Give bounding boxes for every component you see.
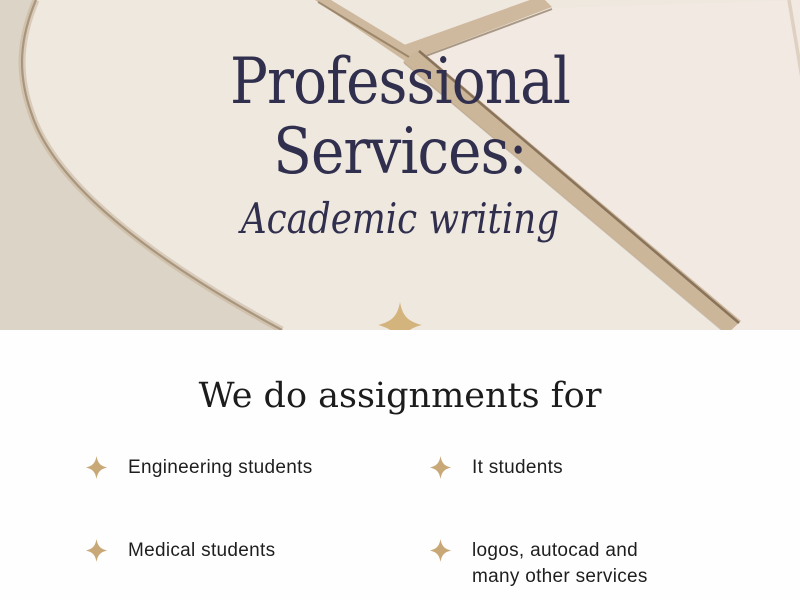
section-heading: We do assignments for	[198, 376, 602, 416]
list-item-label: Medical students	[128, 540, 276, 561]
list-item-medical	[86, 538, 275, 564]
list-item-label: logos, autocad and many other services	[472, 540, 648, 587]
sparkle-bullet-icon	[86, 539, 107, 562]
list-item-label: It students	[472, 457, 563, 478]
sparkle-bullet-icon	[430, 456, 451, 479]
page-title-line2: Services:	[273, 115, 527, 189]
sparkle-bullet-icon	[430, 539, 451, 562]
page-title-line1: Professional	[230, 45, 570, 119]
hero-title-block	[0, 46, 800, 244]
page-subtitle: Academic writing	[240, 194, 560, 243]
list-item-engineering	[86, 455, 313, 481]
list-item-it	[430, 455, 563, 481]
services-section	[0, 330, 800, 600]
list-item-label: Engineering students	[128, 457, 313, 478]
list-item-other-services	[430, 538, 664, 590]
sparkle-bullet-icon	[86, 456, 107, 479]
